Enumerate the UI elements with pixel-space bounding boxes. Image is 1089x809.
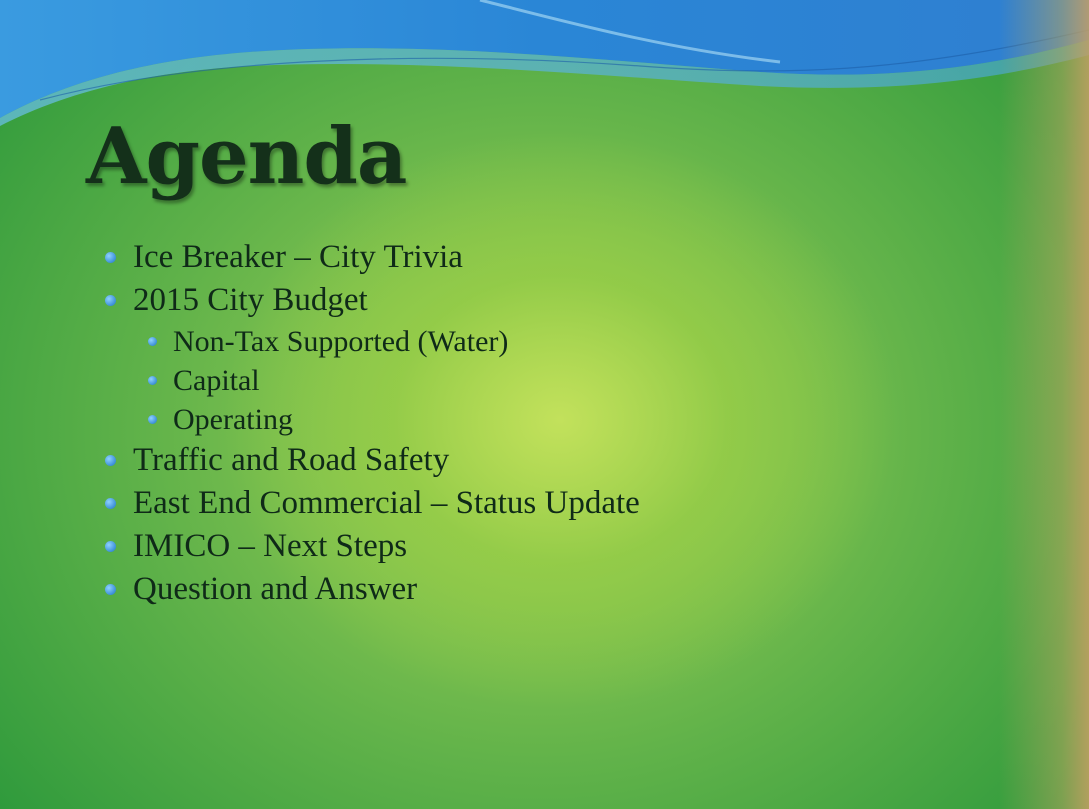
list-item bbox=[105, 279, 640, 322]
sub-list-item-label: Capital bbox=[173, 363, 260, 397]
list-item bbox=[105, 482, 640, 525]
list-item bbox=[105, 439, 640, 482]
bullet-icon bbox=[105, 295, 116, 306]
bullet-icon bbox=[148, 337, 157, 346]
list-item bbox=[105, 525, 640, 568]
sub-list-item bbox=[105, 322, 640, 361]
list-item-label: Traffic and Road Safety bbox=[133, 442, 450, 478]
bullet-icon bbox=[148, 376, 157, 385]
list-item-label: Ice Breaker – City Trivia bbox=[133, 239, 463, 275]
bullet-icon bbox=[148, 415, 157, 424]
bullet-icon bbox=[105, 498, 116, 509]
list-item-label: IMICO – Next Steps bbox=[133, 528, 408, 564]
list-item bbox=[105, 236, 640, 279]
list-item-label: 2015 City Budget bbox=[133, 282, 368, 318]
slide-title: Agenda bbox=[86, 111, 407, 202]
bullet-icon bbox=[105, 541, 116, 552]
list-item bbox=[105, 568, 640, 611]
list-item-label: East End Commercial – Status Update bbox=[133, 485, 640, 521]
bullet-icon bbox=[105, 455, 116, 466]
bullet-icon bbox=[105, 584, 116, 595]
bullet-icon bbox=[105, 252, 116, 263]
agenda-list bbox=[105, 236, 640, 611]
sub-list-item bbox=[105, 400, 640, 439]
sub-list-item-label: Operating bbox=[173, 402, 293, 436]
sub-list-item bbox=[105, 361, 640, 400]
sub-list-item-label: Non-Tax Supported (Water) bbox=[173, 324, 509, 358]
list-item-label: Question and Answer bbox=[133, 571, 418, 607]
